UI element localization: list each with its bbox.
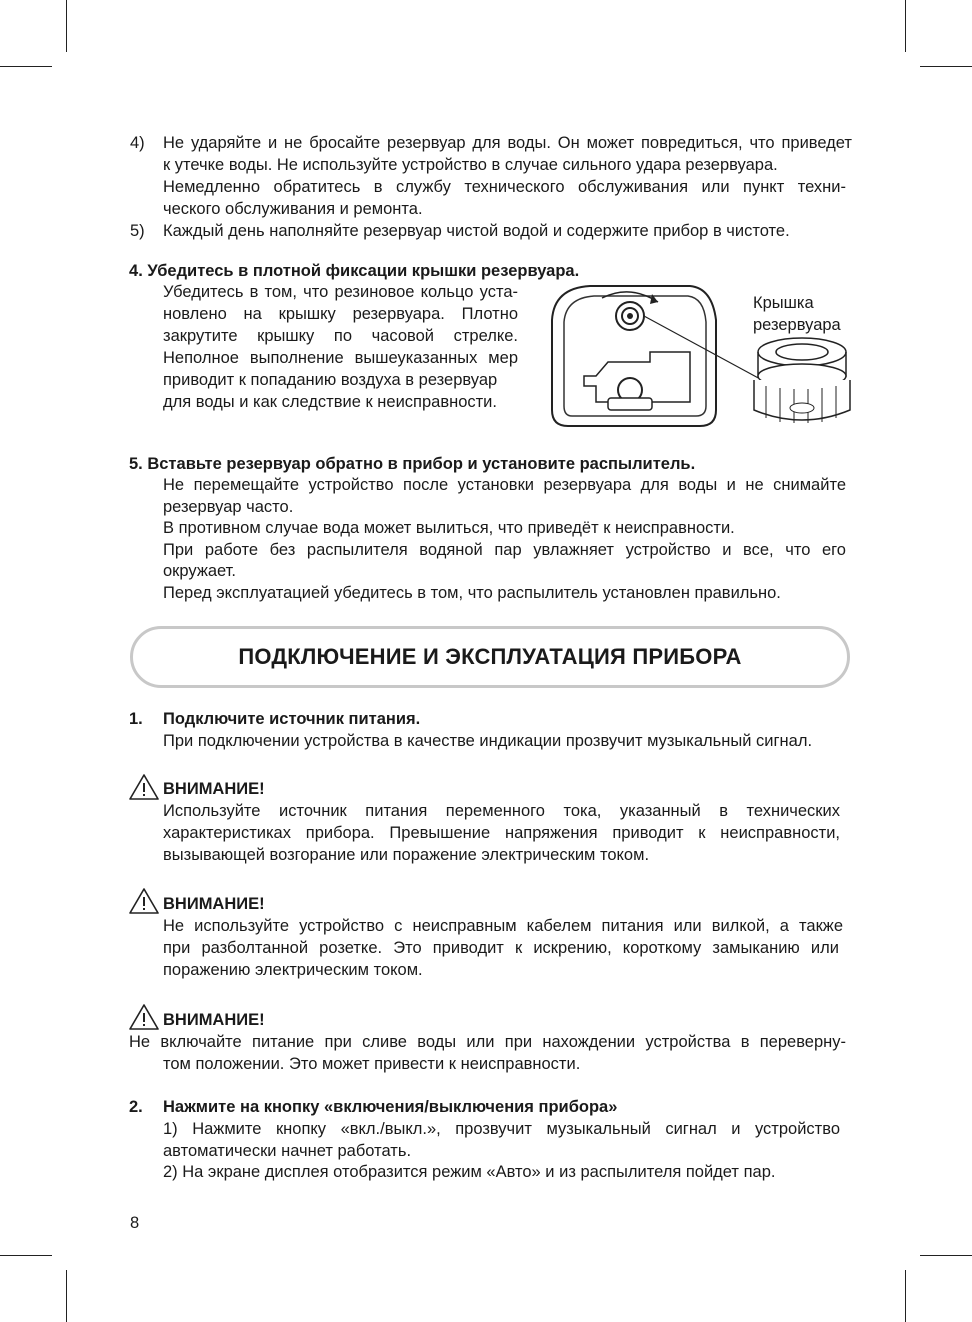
paragraph-line: В противном случае вода может вылиться, что приведёт к неисправности. <box>163 519 735 537</box>
paragraph-line: Не включайте питание при сливе воды или при нахождении устройства в переверну- <box>129 1033 846 1051</box>
section-heading-text: . Убедитесь в плотной фиксации крышки резервуара. <box>138 262 580 280</box>
list-number: 4) <box>130 134 145 152</box>
paragraph-line: Не перемещайте устройство после установки резервуара для воды и не снимайте <box>163 476 846 494</box>
paragraph-line: 2) На экране дисплея отобразится режим «Авто» и из распылителя пойдет пар. <box>163 1163 776 1181</box>
paragraph-line: автоматически начнет работать. <box>163 1142 412 1160</box>
paragraph-line: Немедленно обратитесь в службу технического обслуживания или пункт техни- <box>163 178 846 196</box>
section-heading <box>129 260 579 282</box>
paragraph-line: Каждый день наполняйте резервуар чистой водой и содержите прибор в чистоте. <box>163 222 790 240</box>
paragraph-line: приводит к попаданию воздуха в резервуар <box>163 371 498 389</box>
crop-mark <box>66 1270 67 1322</box>
warning-title: ВНИМАНИЕ! <box>163 780 265 798</box>
crop-mark <box>0 1255 52 1256</box>
warning-triangle-icon <box>129 774 159 800</box>
paragraph-line: Неполное выполнение вышеуказанных мер <box>163 349 518 367</box>
section-heading-number: 4 <box>129 262 139 280</box>
section-banner <box>130 626 850 688</box>
warning-triangle-icon <box>129 1004 159 1030</box>
warning-title: ВНИМАНИЕ! <box>163 1011 265 1029</box>
crop-mark <box>920 66 972 67</box>
paragraph-line: При подключении устройства в качестве индикации прозвучит музыкальный сигнал. <box>163 732 813 750</box>
crop-mark <box>66 0 67 52</box>
step-number: 2. <box>129 1098 143 1116</box>
paragraph-line: при разболтанной розетке. Это приводит к искрению, короткому замыканию или <box>163 939 839 957</box>
paragraph-line: новлено на крышку резервуара. Плотно <box>163 305 518 323</box>
paragraph-line: окружает. <box>163 562 236 580</box>
crop-mark <box>905 1270 906 1322</box>
paragraph-line: закрутите крышку по часовой стрелке. <box>163 327 518 345</box>
paragraph-line: Убедитесь в том, что резиновое кольцо уста- <box>163 283 518 301</box>
warning-triangle-icon <box>129 888 159 914</box>
figure-label: Крышка <box>753 294 814 312</box>
list-number: 5) <box>130 222 145 240</box>
paragraph-line: 1) Нажмите кнопку «вкл./выкл.», прозвучит музыкальный сигнал и устройство <box>163 1120 840 1138</box>
paragraph-line: Не ударяйте и не бросайте резервуар для воды. Он может повредиться, что приведет <box>163 134 852 152</box>
crop-mark <box>0 66 52 67</box>
crop-mark <box>905 0 906 52</box>
paragraph-line: поражению электрическим током. <box>163 961 423 979</box>
paragraph-line: резервуар часто. <box>163 498 294 516</box>
page-number: 8 <box>130 1214 140 1232</box>
paragraph-line: При работе без распылителя водяной пар увлажняет устройство и все, что его <box>163 541 846 559</box>
paragraph-line: вызывающей возгорание или поражение электрическим током. <box>163 846 650 864</box>
lid-detail <box>754 338 850 423</box>
banner-title: ПОДКЛЮЧЕНИЕ И ЭКСПЛУАТАЦИЯ ПРИБОРА <box>238 644 742 669</box>
paragraph-line: Используйте источник питания переменного тока, указанный в технических <box>163 802 840 820</box>
paragraph-line: ческого обслуживания и ремонта. <box>163 200 423 218</box>
step-heading: Нажмите на кнопку «включения/выключения прибора» <box>163 1098 618 1116</box>
step-number: 1. <box>129 710 143 728</box>
warning-title: ВНИМАНИЕ! <box>163 895 265 913</box>
paragraph-line: характеристиках прибора. Превышение напряжения приводит к неисправности, <box>163 824 840 842</box>
paragraph-line: Не используйте устройство с неисправным кабелем питания или вилкой, а также <box>163 917 843 935</box>
figure-label: резервуара <box>753 316 841 334</box>
step-heading: Подключите источник питания. <box>163 710 421 728</box>
paragraph-line: к утечке воды. Не используйте устройство в случае сильного удара резервуара. <box>163 156 778 174</box>
paragraph-line: Перед эксплуатацией убедитесь в том, что распылитель установлен правильно. <box>163 584 781 602</box>
section-heading: 5. Вставьте резервуар обратно в прибор и установите распылитель. <box>129 455 696 473</box>
paragraph-line: том положении. Это может привести к неисправности. <box>163 1055 581 1073</box>
crop-mark <box>920 1255 972 1256</box>
paragraph-line: для воды и как следствие к неисправности. <box>163 393 497 411</box>
